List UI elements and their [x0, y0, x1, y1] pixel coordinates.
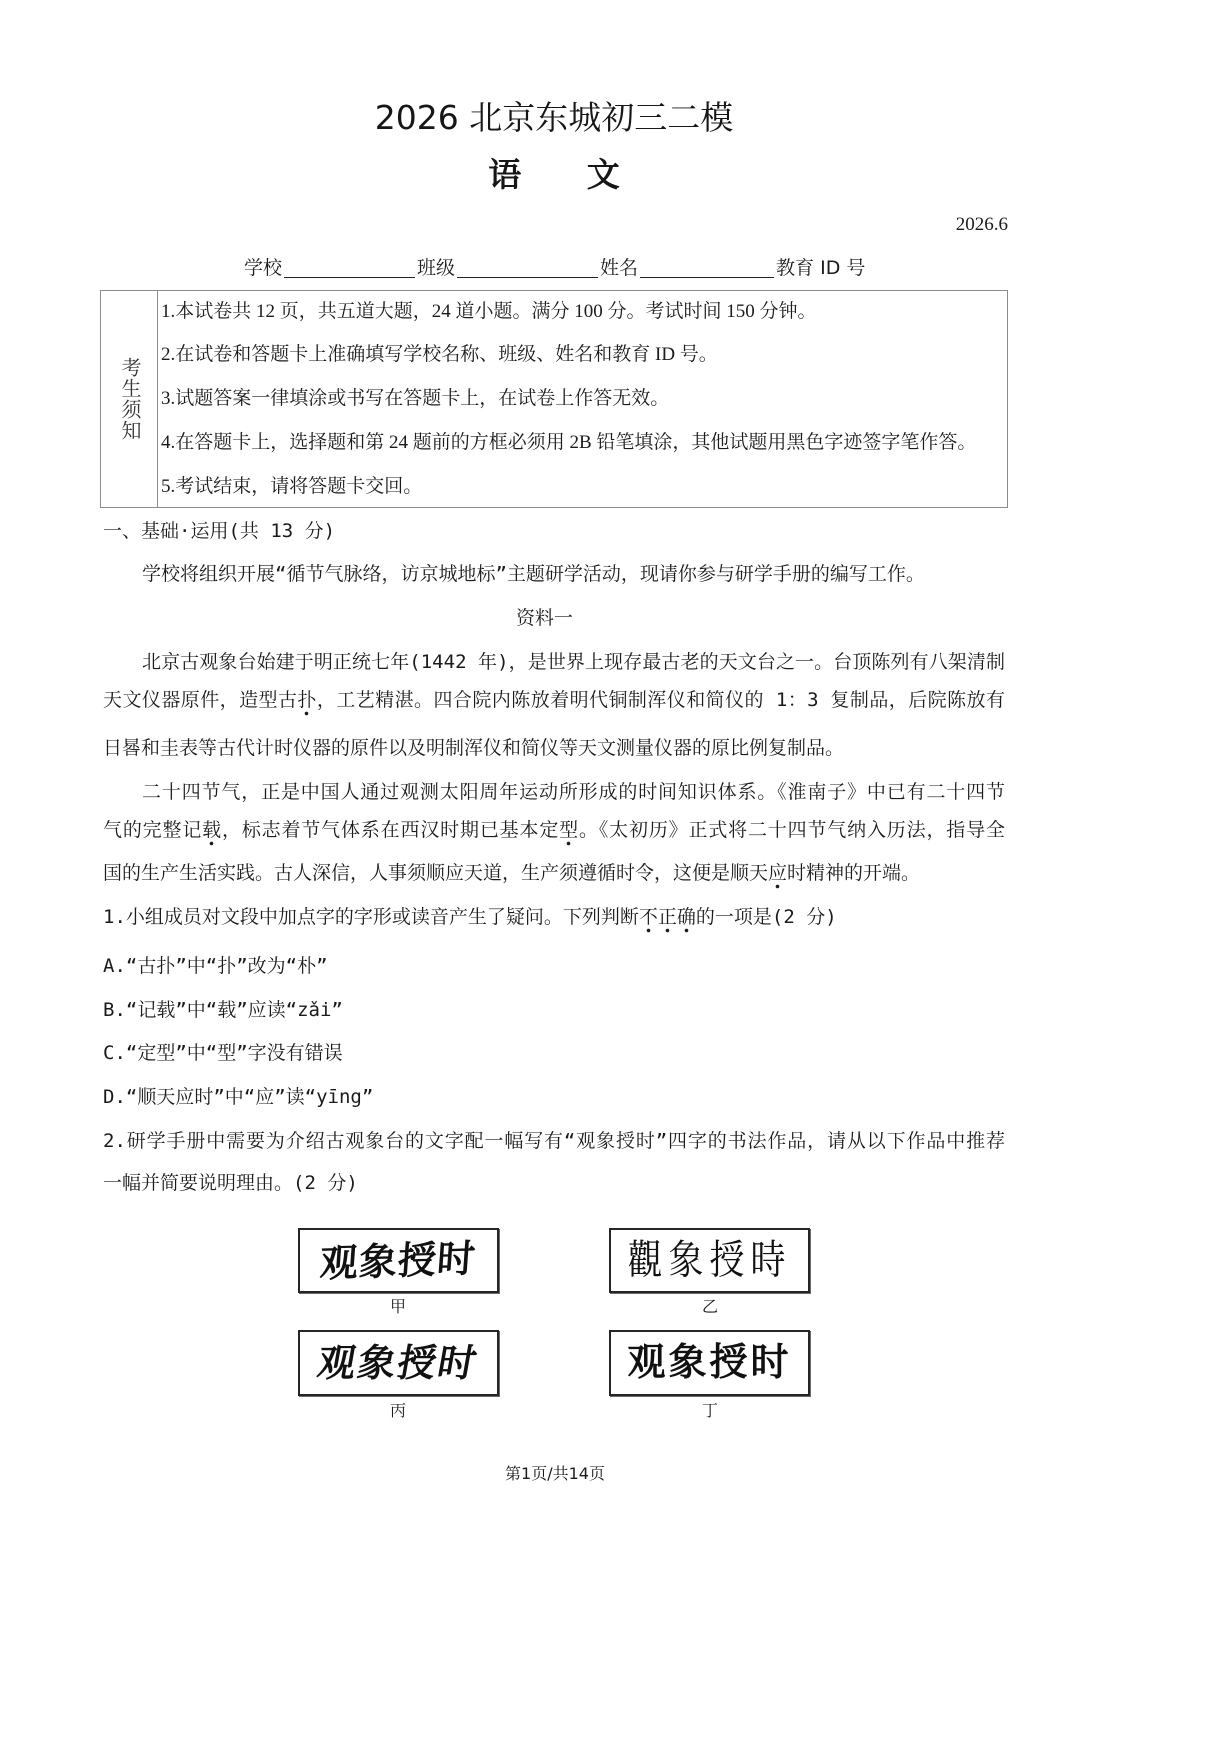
calligraphy-label: 甲: [389, 1299, 406, 1316]
school-blank: [284, 259, 415, 278]
text-segment: 气的完整记: [103, 819, 203, 841]
paragraph-line: 北京古观象台始建于明正统七年(1442 年)，是世界上现存最古老的天文台之一。台顶陈列有八架清制: [142, 651, 1005, 673]
dotted-character: 载: [202, 819, 222, 847]
notice-item: 5.考试结束，请将答题卡交回。: [161, 476, 423, 497]
exam-date: 2026.6: [955, 214, 1008, 235]
text-segment: 的一项是(2 分): [695, 906, 837, 928]
calligraphy-label: 丙: [389, 1403, 406, 1420]
section-heading: 一、基础·运用(共 13 分): [103, 520, 336, 542]
exam-notice-box: [100, 290, 1008, 508]
option-c: C.“定型”中“型”字没有错误: [103, 1042, 343, 1064]
option-a: A.“古扑”中“扑”改为“朴”: [103, 955, 328, 977]
calligraphy-label: 乙: [701, 1299, 718, 1316]
calligraphy-text: 观象授时: [318, 1234, 479, 1286]
page-footer: 第1页/共14页: [505, 1464, 605, 1483]
calligraphy-work-ding: [609, 1330, 810, 1396]
dotted-character: 型: [559, 819, 579, 847]
notice-divider: [157, 291, 158, 507]
calligraphy-work-jia: [298, 1228, 499, 1293]
notice-heading: 考生须知: [118, 357, 140, 441]
dotted-emphasis: 不正确: [639, 906, 696, 934]
question-2-stem: 一幅并简要说明理由。(2 分): [103, 1172, 358, 1194]
education-id-label: 教育 ID 号: [776, 257, 866, 279]
notice-item: 4.在答题卡上，选择题和第 24 题前的方框必须用 2B 铅笔填涂，其他试题用黑色字迹签字笔作答。: [161, 432, 977, 453]
calligraphy-work-bing: [298, 1330, 499, 1396]
notice-item: 1.本试卷共 12 页，共五道大题，24 道小题。满分 100 分。考试时间 150 分钟。: [161, 301, 817, 322]
paragraph-line: [103, 818, 1005, 842]
notice-item: 3.试题答案一律填涂或书写在答题卡上，在试卷上作答无效。: [161, 388, 670, 409]
text-segment: ，工艺精湛。四合院内陈放着明代铜制浑仪和简仪的 1：3 复制品，后院陈放有: [316, 689, 1005, 711]
paragraph-line: 日晷和圭表等古代计时仪器的原件以及明制浑仪和简仪等天文测量仪器的原比例复制品。: [103, 737, 845, 759]
name-blank: [640, 259, 774, 278]
calligraphy-text: 观象授时: [314, 1341, 483, 1385]
text-segment: 国的生产生活实践。古人深信，人事须顺应天道，生产须遵循时令，这便是顺天: [103, 862, 769, 884]
text-segment: 天文仪器原件，造型古: [103, 689, 298, 711]
text-segment: ，标志着节气体系在西汉时期已基本定: [222, 819, 560, 841]
calligraphy-text: 觀象授時: [627, 1237, 792, 1284]
calligraphy-text: 观象授时: [627, 1342, 792, 1384]
calligraphy-work-yi: [609, 1228, 810, 1293]
material-title: 资料一: [516, 607, 574, 629]
question-2-stem: 2.研学手册中需要为介绍古观象台的文字配一幅写有“观象授时”四字的书法作品，请从以下作品中推荐: [103, 1130, 1005, 1152]
dotted-character: 应: [768, 862, 787, 890]
notice-item: 2.在试卷和答题卡上准确填写学校名称、班级、姓名和教育 ID 号。: [161, 344, 718, 365]
student-info-line: [244, 255, 865, 281]
class-label: 班级: [417, 257, 456, 279]
section-intro: 学校将组织开展“循节气脉络，访京城地标”主题研学活动，现请你参与研学手册的编写工作。: [142, 563, 925, 585]
paragraph-line: [103, 861, 1005, 885]
option-b: B.“记载”中“载”应读“zǎi”: [103, 999, 343, 1021]
class-blank: [457, 259, 598, 278]
paragraph-line: 二十四节气，正是中国人通过观测太阳周年运动所形成的时间知识体系。《淮南子》中已有二十四节: [142, 781, 1005, 803]
paragraph-line: [103, 688, 1005, 712]
text-segment: 。《太初历》正式将二十四节气纳入历法，指导全: [579, 819, 1005, 841]
subject-title: 语 文: [488, 155, 620, 194]
notice-heading-cell: [101, 291, 157, 507]
calligraphy-label: 丁: [701, 1403, 718, 1420]
option-d: D.“顺天应时”中“应”读“yīng”: [103, 1086, 374, 1108]
text-segment: 时精神的开端。: [787, 862, 921, 884]
text-segment: 1.小组成员对文段中加点字的字形或读音产生了疑问。下列判断: [103, 906, 639, 928]
name-label: 姓名: [600, 257, 639, 279]
page-title: 2026 北京东城初三二模: [374, 98, 734, 137]
question-1-stem: [103, 905, 1005, 929]
school-label: 学校: [244, 257, 283, 279]
dotted-character: 扑: [297, 689, 316, 717]
